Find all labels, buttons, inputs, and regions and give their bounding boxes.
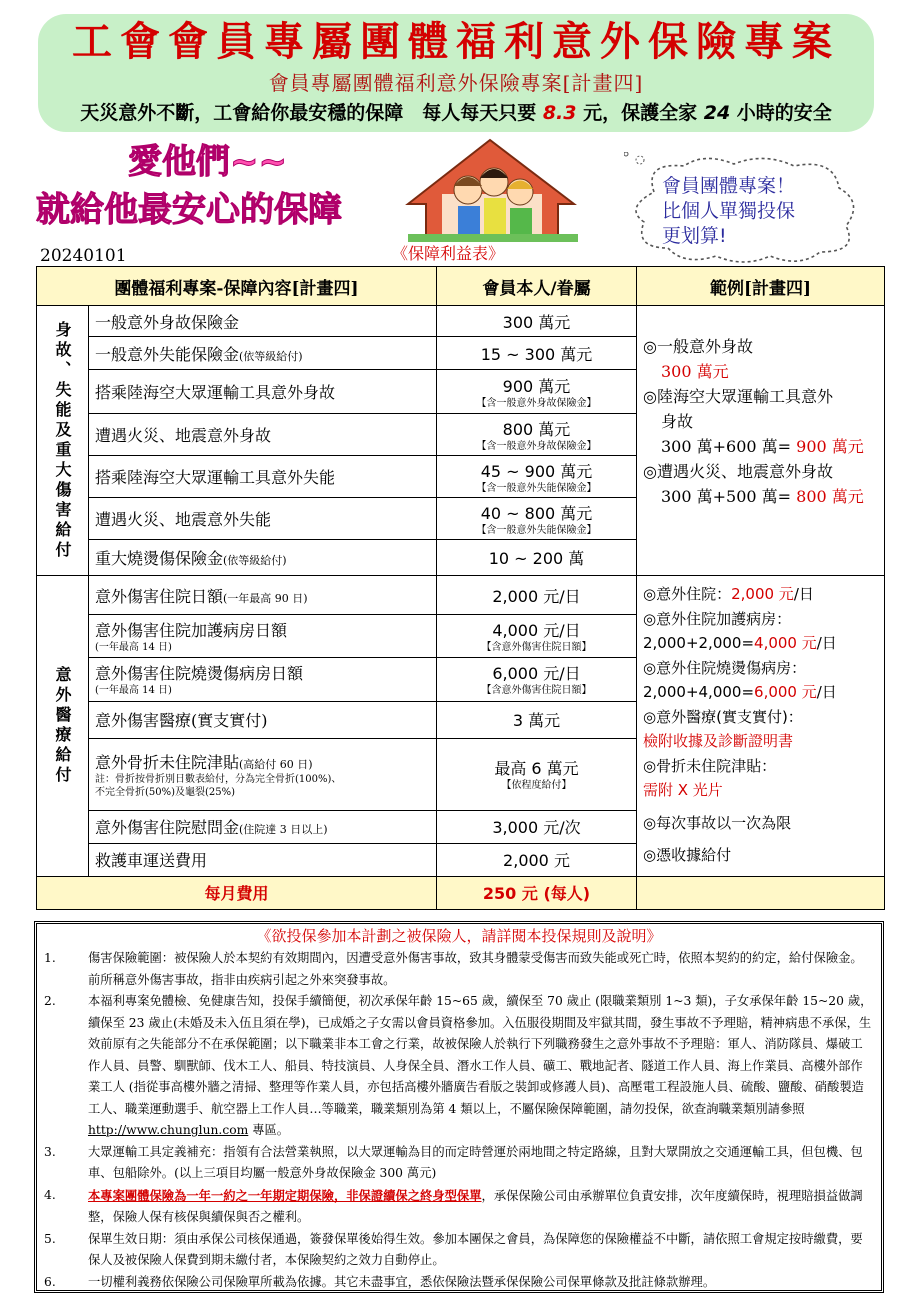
cloud-text: 會員團體專案！ 比個人單獨投保 更划算!: [662, 175, 796, 247]
list-item: 5. 保單生效日期：須由承保公司核保通過，簽發保單後始得生效。參加本團保之會員，為保障您的保險權益不中斷，請依照工會規定按時繳費，要保人及被保險人保費到期未繳付者，本保險契約之效力自動停止。: [44, 1231, 863, 1267]
amount-cell: 6,000 元/日 【含意外傷害住院日額】: [437, 658, 637, 701]
monthly-fee-label: 每月費用: [37, 876, 437, 909]
occupation-link[interactable]: http://www.chunglun.com: [88, 1123, 249, 1137]
page-subtitle: 會員專屬團體福利意外保險專案[計畫四]: [268, 71, 644, 95]
table-row: 遭遇火災、地震意外失能: [89, 498, 437, 540]
empty-cell: [637, 876, 885, 909]
benefit-label: 《保障利益表》: [392, 244, 505, 263]
slogan-line2: 就給他最安心的保障: [36, 190, 342, 230]
amount-cell: 最高 6 萬元 【依程度給付】: [437, 738, 637, 810]
col-header-amount: 會員本人/眷屬: [437, 267, 637, 306]
tagline: 天災意外不斷，工會給你最安穩的保障 每人每天只要 8.3 元，保護全家 24 小時的安全: [80, 102, 832, 124]
list-item: 6. 一切權利義務依保險公司保險單所載為依據。其它未盡事宜，悉依保險法暨承保保險公司保單條款及批註條款辦理。: [44, 1274, 716, 1289]
table-row: 意外傷害住院加護病房日額 (一年最高 14 日): [89, 615, 437, 658]
table-row: 搭乘陸海空大眾運輸工具意外身故: [89, 370, 437, 414]
example-medical: ◎意外住院：2,000 元/日 ◎意外住院加護病房： 2,000+2,000=4,000 元/日 ◎意外住院燒燙傷病房： 2,000+4,000=6,000 元/日 ◎意外醫療(實支實付)： 檢附收據及診斷證明書 ◎骨折未住院津貼： 需附 X 光片 ◎每次事故以一次為限 ◎憑收據給付: [637, 576, 885, 877]
slogan-line1: 愛他們~~: [128, 142, 287, 182]
benefit-table: [36, 266, 885, 910]
category-medical: 意外醫療給付: [37, 576, 89, 877]
amount-cell: 300 萬元: [437, 306, 637, 337]
table-row: 重大燒燙傷保險金(依等級給付): [89, 540, 437, 576]
list-item: 4. 本專案團體保險為一年一約之一年期定期保險，非保證續保之終身型保單，承保保險公司由承辦單位負責安排，次年度續保時，視理賠損益做調整，保險人保有核保與續保與否之權利。: [44, 1187, 863, 1224]
page-title: 工會會員專屬團體福利意外保險專案: [72, 18, 840, 65]
amount-cell: 3 萬元: [437, 701, 637, 738]
table-row: 搭乘陸海空大眾運輸工具意外失能: [89, 456, 437, 498]
table-row: 救護車運送費用: [89, 843, 437, 876]
table-row: 意外傷害住院慰問金(住院達 3 日以上): [89, 810, 437, 843]
amount-cell: 800 萬元 【含一般意外身故保險金】: [437, 414, 637, 456]
list-item: 1. 傷害保險範圍：被保險人於本契約有效期間內，因遭受意外傷害事故，致其身體蒙受傷害而致失能或死亡時，依照本契約的約定，給付保險金。前所稱意外傷害事故，指非由疾病引起之外來突發事故。: [44, 951, 863, 987]
effective-date: 20240101: [40, 246, 127, 266]
amount-cell: 2,000 元/日: [437, 576, 637, 615]
table-row: 意外傷害住院日額(一年最高 90 日): [89, 576, 437, 615]
rules-list: [44, 948, 874, 1293]
table-row: 意外骨折未住院津貼(高給付 60 日) 註：骨折按骨折別日數表給付，分為完全骨折(100%)、 不完全骨折(50%)及龜裂(25%): [89, 738, 437, 810]
amount-cell: 900 萬元 【含一般意外身故保險金】: [437, 370, 637, 414]
list-item: 2. 本福利專案免體檢、免健康告知，投保手續簡便，初次承保年齡 15~65 歲，續保至 70 歲止 (限職業類別 1~3 類)，子女承保年齡 15~20 歲，續保至 23 歲止(未婚及未入伍且須在學)，已成婚之子女需以會員資格參加。入伍服役期間及牢獄其間，發生事故不予理賠，精神病患不承保，生效前原有之失能部分不在承保範圍；以下職業非本工會之行業，故被保險人於執行下列職務發生之意外事故不予理賠：軍人、消防隊員、爆破工作人員、員警、馴獸師、伐木工人、船員、特技演員、人身保全員、潛水工作人員、礦工、戰地記者、隧道工作人員、海上作業員、高樓外部作業工人 (指從事高樓外牆之清掃、整理等作業人員，亦包括高樓外牆廣告看版之裝卸或修護人員)、高壓電工程設施人員、硫酸、鹽酸、硝酸製造工人、職業運動選手、航空器上工作人員…等職業，職業類別為第 4 類以上，不屬保險保障範圍，請勿投保，欲查詢職業類別請參照 http://www.chunglun.com 專區。: [44, 994, 873, 1137]
table-row: 一般意外身故保險金: [89, 306, 437, 337]
col-header-coverage: 團體福利專案-保障內容[計畫四]: [37, 267, 437, 306]
amount-cell: 3,000 元/次: [437, 810, 637, 843]
family-house-illustration: [398, 134, 588, 244]
list-item: 3. 大眾運輸工具定義補充：指領有合法營業執照，以大眾運輸為目的而定時營運於兩地間之特定路線，且對大眾開放之交通運輸工具，但包機、包車、包船除外。(以上三項目均屬一般意外身故保險金 300 萬元): [44, 1144, 863, 1180]
example-death: ◎一般意外身故 300 萬元 ◎陸海空大眾運輸工具意外 身故 300 萬+600 萬= 900 萬元 ◎遭遇火災、地震意外身故 300 萬+500 萬= 800 萬元: [637, 306, 885, 576]
table-row: 一般意外失能保險金(依等級給付): [89, 337, 437, 370]
amount-cell: 4,000 元/日 【含意外傷害住院日額】: [437, 615, 637, 658]
amount-cell: 45 ~ 900 萬元 【含一般意外失能保險金】: [437, 456, 637, 498]
rules-title: 《欲投保參加本計劃之被保險人，請詳閱本投保規則及說明》: [256, 927, 662, 945]
amount-cell: 40 ~ 800 萬元 【含一般意外失能保險金】: [437, 498, 637, 540]
amount-cell: 15 ~ 300 萬元: [437, 337, 637, 370]
amount-cell: 10 ~ 200 萬: [437, 540, 637, 576]
amount-cell: 2,000 元: [437, 843, 637, 876]
monthly-fee-value: 250 元 (每人): [437, 876, 637, 909]
category-death-disability: 身故、失能及重大傷害給付: [37, 306, 89, 576]
col-header-example: 範例[計畫四]: [637, 267, 885, 306]
table-row: 意外傷害住院燒燙傷病房日額 (一年最高 14 日): [89, 658, 437, 701]
table-row: 遭遇火災、地震意外身故: [89, 414, 437, 456]
table-row: 意外傷害醫療(實支實付): [89, 701, 437, 738]
